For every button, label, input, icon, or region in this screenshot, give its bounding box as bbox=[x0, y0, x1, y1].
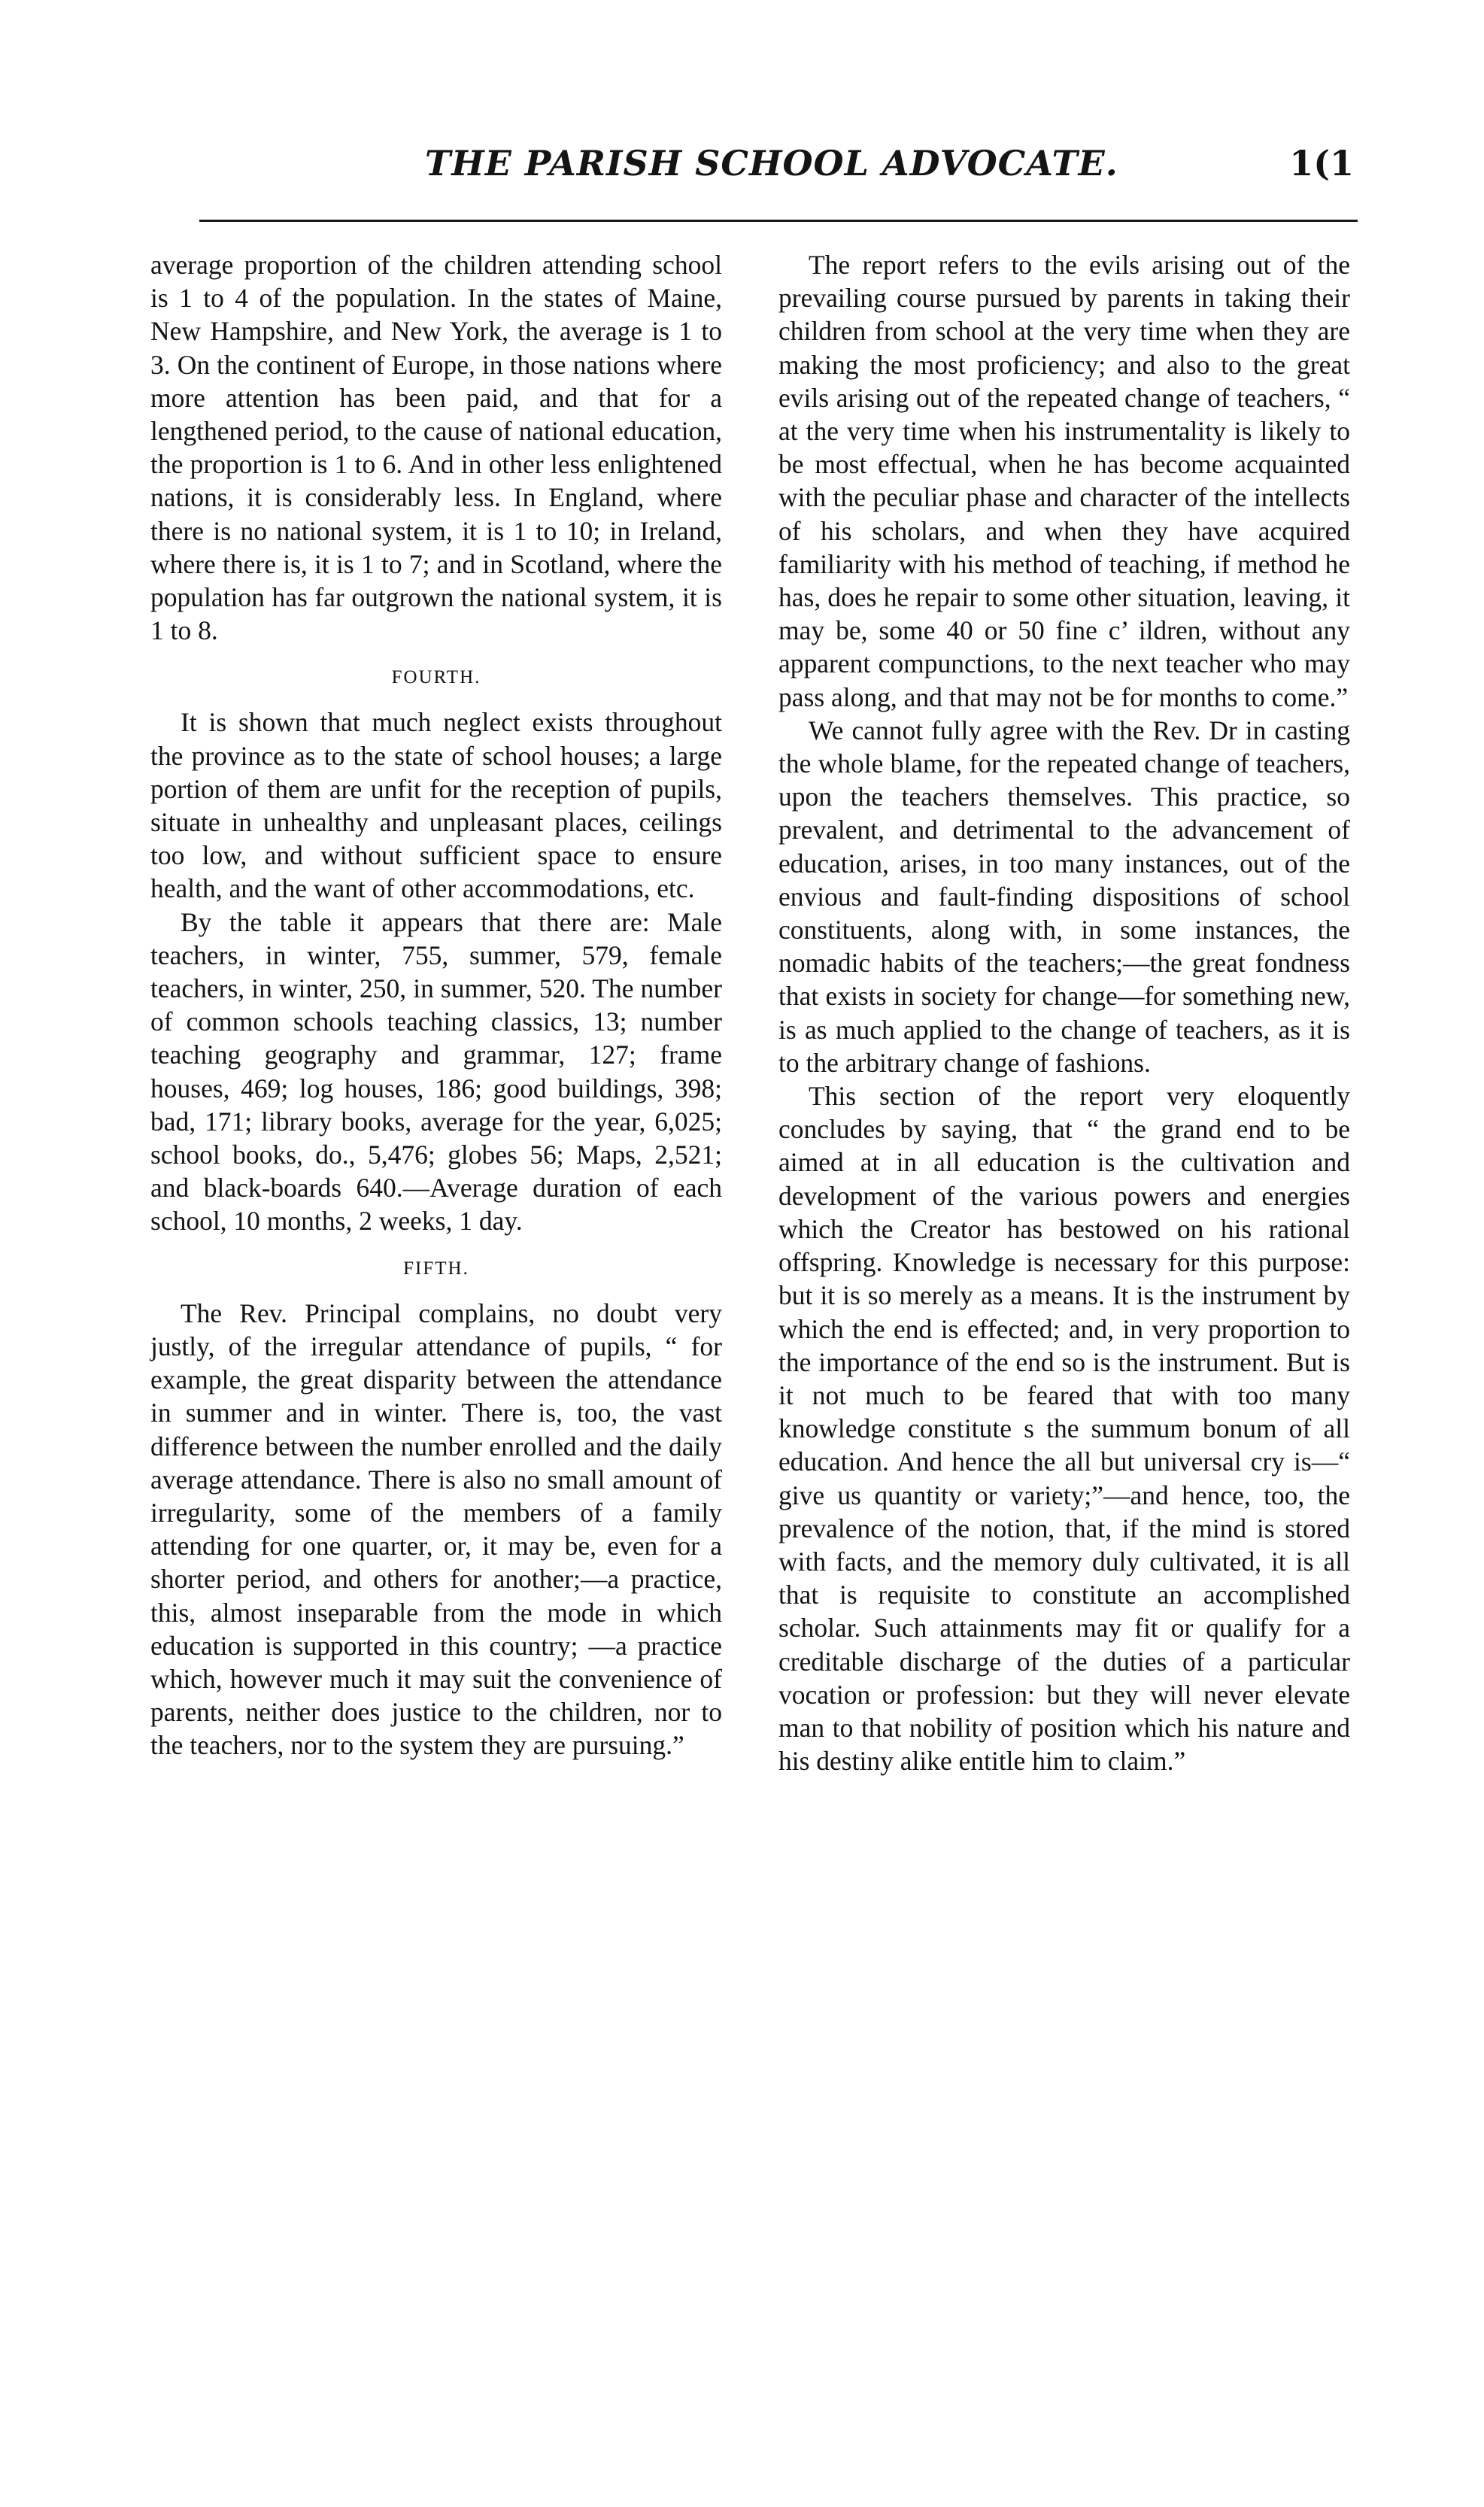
page-number: 1(1 bbox=[1289, 143, 1354, 184]
left-column bbox=[150, 248, 722, 1762]
paragraph: We cannot fully agree with the Rev. Dr in casting the whole blame, for the repeated change of teachers, upon the teachers themselves. This practice, so prevalent, and detrimental to the advancement of education, arises, in too many instances, out of the envious and fault-finding dispositions of school constituents, along with, in some instances, the nomadic habits of the teachers;—the great fondness that exists in society for change—for something new, is as much applied to the change of teachers, as it is to the arbitrary change of fashions. bbox=[778, 715, 1350, 1078]
running-title: THE PARISH SCHOOL ADVOCATE. bbox=[425, 143, 1118, 184]
section-heading-fifth: FIFTH. bbox=[403, 1258, 469, 1279]
right-column bbox=[778, 248, 1350, 1777]
paragraph: This section of the report very eloquently concludes by saying, that “ the grand end to be aimed at in all education is the cultivation and development of the various powers and energies which the Creator has bestowed on his rational offspring. Knowledge is necessary for this purpose: but it is so merely as a means. It is the instrument by which the end is effected; and, in very proportion to the importance of the end so is the instrument. But is it not much to be feared that with too many knowledge constitute s the summum bonum of all education. And hence the all but universal cry is—“ give us quantity or variety;”—and hence, too, the prevalence of the notion, that, if the mind is stored with facts, and the memory duly cultivated, it is all that is requisite to constitute an accomplished scholar. Such attainments may fit or qualify for a creditable discharge of the duties of a particular vocation or profession: but they will never elevate man to that nobility of position which his nature and his destiny alike entitle him to claim.” bbox=[778, 1081, 1350, 1777]
paragraph: By the table it appears that there are: Male teachers, in winter, 755, summer, 579, female teachers, in winter, 250, in summer, 520. The number of common schools teaching classics, 13; number teaching geography and grammar, 127; frame houses, 469; log houses, 186; good buildings, 398; bad, 171; library books, average for the year, 6,025; school books, do., 5,476; globes 56; Maps, 2,521; and black-boards 640.—Average duration of each school, 10 months, 2 weeks, 1 day. bbox=[150, 906, 722, 1237]
page-header bbox=[376, 135, 1354, 196]
header-rule bbox=[199, 220, 1358, 222]
section-heading-fourth: FOURTH. bbox=[391, 667, 481, 688]
paragraph: The Rev. Principal complains, no doubt very justly, of the irregular attendance of pupils, “ for example, the great disparity between the attendance in summer and in winter. There is, too, the vast difference between the number enrolled and the daily average attendance. There is also no small amount of irregularity, some of the members of a family attending for one quarter, or, it may be, even for a shorter period, and others for another;—a practice, this, almost inseparable from the mode in which education is supported in this country; —a practice which, however much it may suit the convenience of parents, neither does justice to the children, nor to the teachers, nor to the system they are pursuing.” bbox=[150, 1298, 722, 1761]
paragraph: The report refers to the evils arising out of the prevailing course pursued by parents in taking their children from school at the very time when they are making the most proficiency; and also to the great evils arising out of the repeated change of teachers, “ at the very time when his instrumentality is likely to be most effectual, when he has become acquainted with the peculiar phase and character of the intellects of his scholars, and when they have acquired familiarity with his method of teaching, if method he has, does he repair to some other situation, leaving, it may be, some 40 or 50 fine c’ ildren, without any apparent compunctions, to the next teacher who may pass along, and that may not be for months to come.” bbox=[778, 250, 1350, 712]
paragraph: average proportion of the children attending school is 1 to 4 of the population. In the states of Maine, New Hampshire, and New York, the average is 1 to 3. On the continent of Europe, in those nations where more attention has been paid, and that for a lengthened period, to the cause of national education, the proportion is 1 to 6. And in other less enlightened nations, it is considerably less. In England, where there is no national system, it is 1 to 10; in Ireland, where there is, it is 1 to 7; and in Scotland, where the population has far outgrown the national system, it is 1 to 8. bbox=[150, 250, 722, 646]
paragraph: It is shown that much neglect exists throughout the province as to the state of school houses; a large portion of them are unfit for the reception of pupils, situate in unhealthy and unpleasant places, ceilings too low, and without sufficient space to ensure health, and the want of other accommodations, etc. bbox=[150, 707, 722, 904]
